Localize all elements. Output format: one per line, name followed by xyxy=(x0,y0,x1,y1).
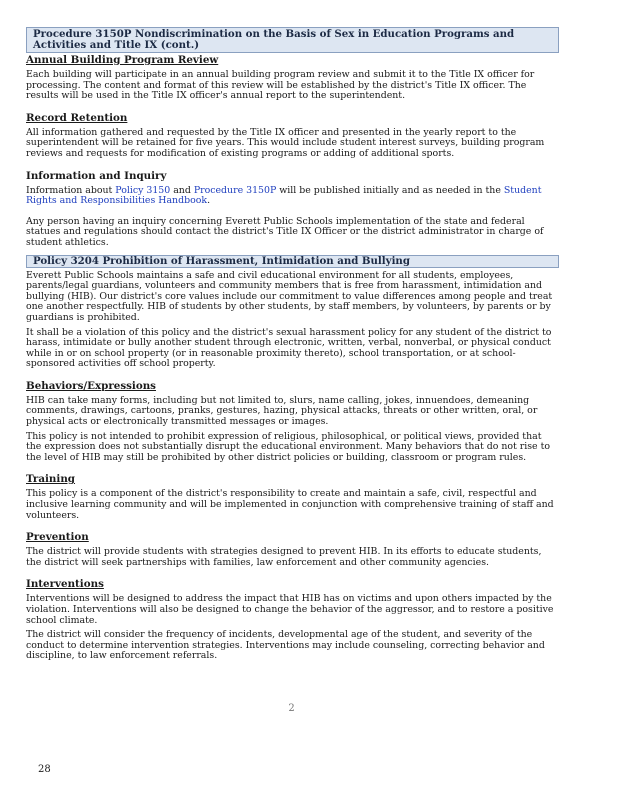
page-center-number: 2 xyxy=(288,703,295,714)
document-body xyxy=(26,27,559,662)
heading-prevention: Prevention xyxy=(26,531,89,544)
paragraph-training: This policy is a component of the district's responsibility to create and maintain a safe, civil, respectful and inclusive learning community and will be implemented in conjunction with comprehensive training of staff and volunteers. xyxy=(26,488,554,521)
link-policy-3150[interactable]: Policy 3150 xyxy=(115,184,171,196)
link-procedure-3150p[interactable]: Procedure 3150P xyxy=(193,184,277,196)
paragraph-hib-environment: Everett Public Schools maintains a safe and civil educational environment for all students, employees, parents/legal guardians, volunteers and community members that is free from harassment, intimidation and bullying (HIB). Our district's core values include our commitment to value differences among people and treat one another respectfully. HIB of students by other students, by staff members, by volunteers, by parents or by guardians is prohibited. xyxy=(26,269,553,323)
paragraph-behaviors-forms: HIB can take many forms, including but not limited to, slurs, name calling, jokes, innuendoes, demeaning comments, drawings, cartoons, pranks, gestures, hazing, physical attacks, threats or other written, oral, or physical acts or electronically transmitted messages or images. xyxy=(26,394,538,428)
heading-behaviors-expressions: Behaviors/Expressions xyxy=(26,379,156,392)
heading-record-retention: Record Retention xyxy=(26,111,128,124)
paragraph-annual-review: Each building will participate in an annual building program review and submit it to the Title IX officer for processing. The content and format of this review will be established by the district's Title IX officer. The results will be used in the Title IX officer's annual report to the superintendent. xyxy=(26,69,535,102)
info-text-a: Information about xyxy=(26,184,116,196)
heading-information-and-inquiry: Information and Inquiry xyxy=(26,169,167,182)
info-text-c: will be published initially and as needed in the xyxy=(276,184,504,196)
paragraph-interventions-strategies: The district will consider the frequency of incidents, developmental age of the student, and severity of the conduct to determine intervention strategies. Interventions may include counseling, correcting behavior and discipline, to law enforcement referrals. xyxy=(26,629,545,662)
section-banner-procedure-3150p: Procedure 3150P Nondiscrimination on the Basis of Sex in Education Programs and Activities and Title IX (cont.) xyxy=(26,27,559,53)
page-number: 28 xyxy=(38,764,51,775)
info-text-b: and xyxy=(170,184,194,196)
heading-training: Training xyxy=(26,473,76,486)
link-student-rights-handbook[interactable]: Student Rights and Responsibilities Handbook xyxy=(26,184,542,207)
section-banner-policy-3204: Policy 3204 Prohibition of Harassment, Intimidation and Bullying xyxy=(26,255,559,268)
heading-annual-building-program-review: Annual Building Program Review xyxy=(26,54,219,66)
paragraph-inquiry: Any person having an inquiry concerning Everett Public Schools implementation of the state and federal statues and regulations should contact the district's Title IX Officer or the district administrator in charge of student athletics. xyxy=(26,215,544,248)
paragraph-prevention: The district will provide students with strategies designed to prevent HIB. In its efforts to educate students, the district will seek partnerships with families, law enforcement and other community agencies. xyxy=(26,546,542,568)
paragraph-hib-violation: It shall be a violation of this policy and the district's sexual harassment policy for any student of the district to harass, intimidate or bully another student through electronic, written, verbal, nonverbal, or physical conduct while in or on school property (or in reasonable proximity thereto), school transportation, or at school-sponsored activities off school property. xyxy=(26,326,552,370)
heading-interventions: Interventions xyxy=(26,578,104,591)
paragraph-interventions-impact: Interventions will be designed to address the impact that HIB has on victims and upon others impacted by the violation. Interventions will also be designed to change the behavior of the aggressor, and to restore a positive school climate. xyxy=(26,593,554,626)
paragraph-information xyxy=(26,186,559,207)
paragraph-record-retention: All information gathered and requested by the Title IX officer and presented in the yearly report to the superintendent will be retained for five years. This would include student interest surveys, building program reviews and requests for modification of existing programs or adding of additional sports. xyxy=(26,126,545,159)
info-text-d: . xyxy=(207,195,211,207)
paragraph-behaviors-expression: This policy is not intended to prohibit expression of religious, philosophical, or political views, provided that the expression does not substantially disrupt the educational environment. Many behaviors that do not rise to the level of HIB may still be prohibited by other district policies or building, classroom or program rules. xyxy=(26,430,551,463)
